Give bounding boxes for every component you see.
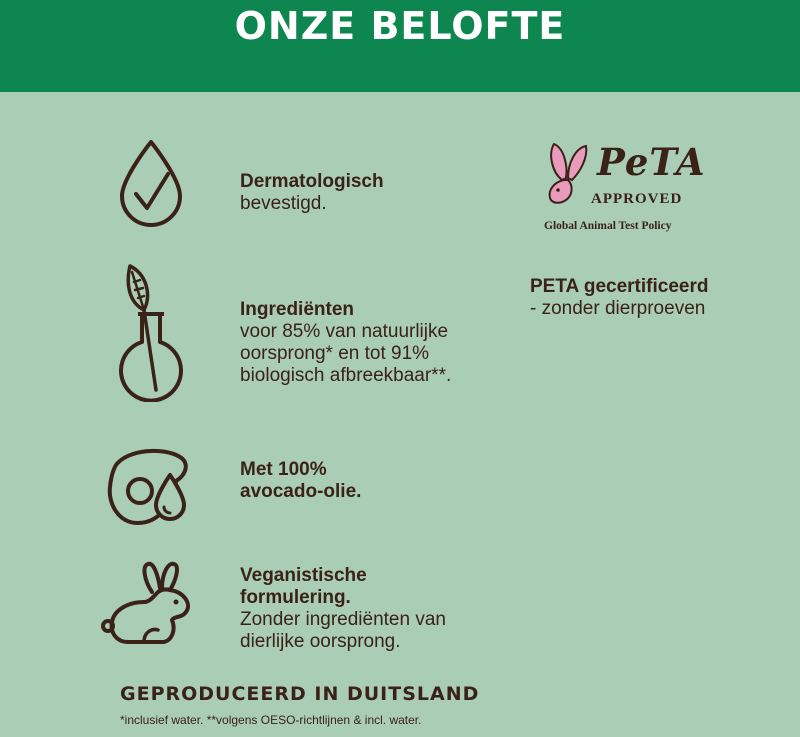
feature-title-2: formulering. — [240, 587, 351, 608]
feature-text-line-2: oorsprong* en tot 91% — [240, 343, 430, 364]
peta-certification — [530, 276, 708, 320]
feature-title: Ingrediënten — [240, 299, 355, 320]
peta-policy-label: Global Animal Test Policy — [544, 220, 672, 232]
feature-title: Veganistische — [240, 565, 367, 586]
page-title: ONZE BELOFTE — [234, 4, 566, 48]
drop-check-icon — [116, 138, 186, 228]
feature-ingredienten — [240, 299, 451, 387]
feature-title: Dermatologisch — [240, 171, 384, 192]
footnote: *inclusief water. **volgens OESO-richtlijnen & incl. water. — [120, 713, 422, 727]
rabbit-icon — [100, 558, 200, 654]
peta-bunny-logo-icon — [540, 138, 596, 218]
feature-title: Met 100% — [240, 459, 327, 480]
feature-text-line-2: dierlijke oorsprong. — [240, 631, 401, 652]
feature-dermatologisch — [240, 171, 384, 215]
peta-title: PETA gecertificeerd — [530, 276, 709, 297]
header-banner — [0, 0, 800, 92]
feature-title-2: avocado-olie. — [240, 481, 362, 502]
feature-text-line-3: biologisch afbreekbaar**. — [240, 365, 452, 386]
feature-text: bevestigd. — [240, 193, 327, 214]
feature-avocado — [240, 459, 361, 503]
peta-subtitle: - zonder dierproeven — [530, 298, 706, 319]
peta-approved-label: APPROVED — [591, 191, 683, 207]
feature-veganistisch — [240, 565, 446, 653]
avocado-drop-icon — [104, 445, 200, 529]
feature-text-line-1: voor 85% van natuurlijke — [240, 321, 449, 342]
peta-logo-word: PeTA — [597, 140, 706, 184]
plant-flask-icon — [112, 262, 192, 402]
produced-in-label: GEPRODUCEERD IN DUITSLAND — [120, 683, 480, 705]
feature-text-line-1: Zonder ingrediënten van — [240, 609, 446, 630]
